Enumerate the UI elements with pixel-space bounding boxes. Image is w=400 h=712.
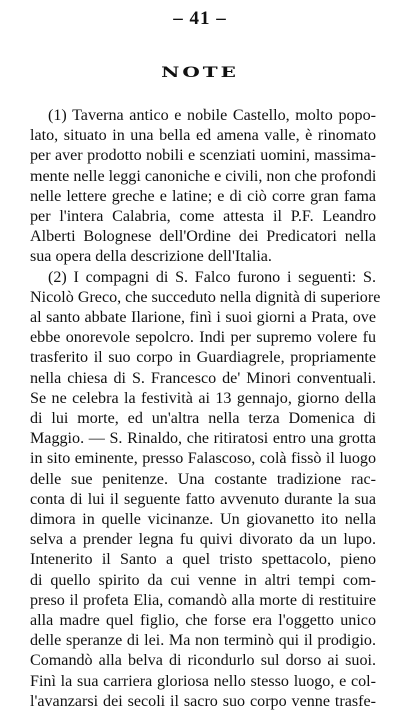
text-line: (2) I compagni di S. Falco furono i seguenti: S. (48, 268, 376, 286)
text-line: al santo abbate Ilarione, finì i suoi giorni a Prata, ove (30, 309, 376, 327)
page-number: – 41 – (173, 8, 227, 29)
text-line: in sito eminente, presso Falascoso, colà fissò il luogo (30, 450, 376, 468)
text-line: Se ne celebra la festività ai 13 gennajo, giorno della (30, 389, 376, 407)
text-line: per aver prodotto nobili e scenziati uomini, massima- (30, 147, 376, 165)
text-line: delle speranze di lei. Ma non terminò qui il prodigio. (30, 632, 376, 650)
text-line: lato, situato in una bella ed amena valle, è rinomato (30, 127, 376, 145)
note-1 (30, 106, 376, 268)
notes-heading: NOTE (161, 63, 239, 81)
text-line: Intenerito il Santo a quel tristo spettacolo, pieno (30, 551, 376, 569)
text-line: (1) Taverna antico e nobile Castello, molto popo- (48, 107, 376, 124)
text-line: Finì la sua carriera gloriosa nello stesso luogo, e col- (30, 672, 376, 690)
text-line: Nicolò Greco, che succeduto nella dignità di superiore (30, 288, 381, 306)
text-line: di quello spirito da cui venne in altri tempi com- (30, 571, 376, 589)
text-line: trasferito il suo corpo in Guardiagrele, propriamente (30, 349, 376, 367)
text-line: per l'intera Calabria, come attesta il P.F. Leandro (30, 208, 376, 226)
text-line: l'avanzarsi dei secoli il sacro suo corpo venne trasfe- (30, 692, 376, 710)
text-line: Comandò alla belva di ricondurlo sul dorso ai suoi. (30, 652, 376, 670)
text-line: mente nelle leggi canoniche e civili, non che profondi (30, 167, 377, 185)
text-line: dimora in quelle vicinanze. Un giovanetto ito nella (30, 511, 376, 529)
text-line: nelle lettere greche e latine; e di ciò corre gran fama (30, 187, 376, 205)
text-line: di lui morte, ed un'altra nella terza Domenica di (30, 410, 376, 428)
text-line: selva a prender legna fu quivi divorato da un lupo. (30, 531, 376, 549)
text-line: Alberti Bolognese dell'Ordine dei Predicatori nella (30, 228, 376, 246)
text-line: sua opera della descrizione dell'Italia. (30, 248, 272, 266)
notes-body (30, 106, 381, 712)
text-line: conta di lui il seguente fatto avvenuto durante la sua (30, 490, 376, 508)
text-line: preso il profeta Elia, comandò alla morte di restituire (30, 591, 376, 609)
note-2 (30, 268, 381, 712)
text-line: nella chiesa di S. Francesco de' Minori conventuali. (30, 369, 376, 387)
text-line: Maggio. — S. Rinaldo, che ritiratosi entro una grotta (30, 430, 376, 448)
text-line: delle sue penitenze. Una costante tradizione rac- (30, 470, 376, 488)
text-line: ebbe onorevole sepolcro. Indi per supremo volere fu (30, 329, 376, 347)
text-line: alla madre quel figlio, che forse era l'oggetto unico (30, 612, 376, 630)
